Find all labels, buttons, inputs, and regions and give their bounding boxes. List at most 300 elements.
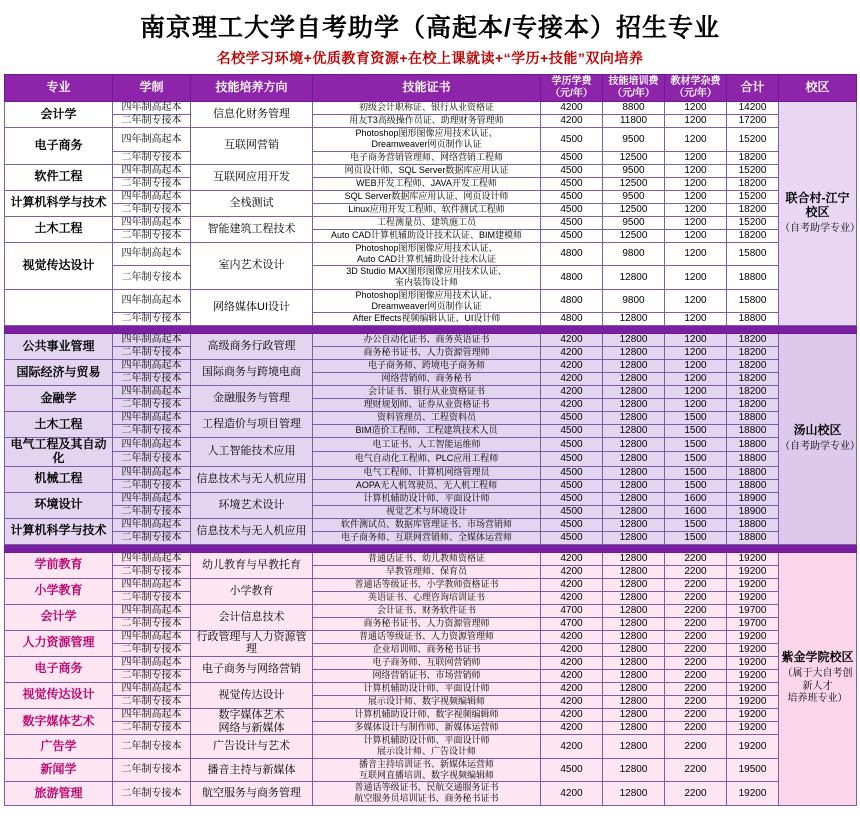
study-length: 二年制专接本 [113, 735, 191, 759]
skill-certificate: 办公自动化证书、商务英语证书 [313, 334, 541, 347]
major-name: 旅游管理 [5, 782, 113, 806]
table-row [5, 360, 857, 373]
study-length: 四年制高起本 [113, 604, 191, 617]
skill-certificate: 电子商务师、互联网营销师、全媒体运营师 [313, 531, 541, 544]
study-length: 二年制专接本 [113, 565, 191, 578]
tuition-fee: 4500 [541, 203, 603, 216]
skill-certificate: 软件测试员、数据库管理证书、市场营销师 [313, 518, 541, 531]
training-fee: 12800 [603, 505, 665, 518]
table-row [5, 151, 857, 164]
training-fee: 12800 [603, 334, 665, 347]
material-fee: 2200 [665, 758, 727, 782]
training-fee: 12800 [603, 617, 665, 630]
tuition-fee: 4200 [541, 386, 603, 399]
tuition-fee: 4200 [541, 682, 603, 695]
table-row [5, 386, 857, 399]
total-fee: 18800 [727, 452, 779, 466]
material-fee: 2200 [665, 630, 727, 643]
campus-name: 紫金学院校区 [781, 650, 854, 665]
tuition-fee: 4500 [541, 438, 603, 452]
study-length: 二年制专接本 [113, 591, 191, 604]
total-fee: 18200 [727, 177, 779, 190]
table-row [5, 782, 857, 806]
training-fee: 12800 [603, 479, 665, 492]
total-fee: 19500 [727, 758, 779, 782]
skill-certificate: 电气自动化工程师、PLC应用工程师 [313, 452, 541, 466]
table-row [5, 492, 857, 505]
material-fee: 1600 [665, 492, 727, 505]
study-length: 二年制专接本 [113, 229, 191, 242]
skill-certificate: 电子商务营销管理师、网络营销工程师 [313, 151, 541, 164]
training-fee: 8800 [603, 102, 665, 115]
study-length: 四年制高起本 [113, 102, 191, 115]
skill-certificate: After Effects视频编辑认证、UI设计师 [313, 313, 541, 326]
material-fee: 1200 [665, 128, 727, 152]
training-fee: 12800 [603, 438, 665, 452]
major-name: 公共事业管理 [5, 334, 113, 360]
total-fee: 18200 [727, 151, 779, 164]
study-length: 二年制专接本 [113, 505, 191, 518]
skill-direction: 会计信息技术 [191, 604, 313, 630]
skill-certificate: Photoshop图形图像应用技术认证、 Dreamweaver网页制作认证 [313, 289, 541, 313]
total-fee: 19700 [727, 617, 779, 630]
tuition-fee: 4500 [541, 452, 603, 466]
material-fee: 1200 [665, 266, 727, 290]
col-campus: 校区 [779, 75, 857, 102]
training-fee: 12800 [603, 735, 665, 759]
table-row [5, 604, 857, 617]
skill-direction: 幼儿教育与早教托育 [191, 552, 313, 578]
skill-certificate: 计算机辅助设计师、平面设计师 展示设计师、广告设计师 [313, 735, 541, 759]
skill-certificate: 会计证书、财务软件证书 [313, 604, 541, 617]
campus-name: 汤山校区 [793, 423, 842, 438]
total-fee: 18900 [727, 505, 779, 518]
material-fee: 2200 [665, 695, 727, 708]
study-length: 四年制高起本 [113, 656, 191, 669]
total-fee: 18200 [727, 347, 779, 360]
training-fee: 12800 [603, 630, 665, 643]
tuition-fee: 4500 [541, 505, 603, 518]
material-fee: 1500 [665, 479, 727, 492]
material-fee: 1200 [665, 399, 727, 412]
study-length: 四年制高起本 [113, 164, 191, 177]
tuition-fee: 4200 [541, 722, 603, 735]
training-fee: 12800 [603, 386, 665, 399]
training-fee: 12800 [603, 360, 665, 373]
tuition-fee: 4500 [541, 425, 603, 438]
tuition-fee: 4500 [541, 177, 603, 190]
table-row [5, 216, 857, 229]
training-fee: 12800 [603, 578, 665, 591]
page-subtitle: 名校学习环境+优质教育资源+在校上课就读+“学历+技能”双向培养 [216, 50, 644, 66]
table-row [5, 177, 857, 190]
table-row [5, 438, 857, 452]
major-name: 会计学 [5, 102, 113, 128]
study-length: 四年制高起本 [113, 334, 191, 347]
skill-certificate: 英语证书、心理咨询培训证书 [313, 591, 541, 604]
campus-cell [779, 334, 860, 545]
section-divider [5, 544, 857, 552]
skill-certificate: 电子商务师、跨境电子商务师 [313, 360, 541, 373]
skill-certificate: 初级会计职称证、银行从业资格证 [313, 102, 541, 115]
tuition-fee: 4500 [541, 164, 603, 177]
study-length: 二年制专接本 [113, 452, 191, 466]
table-row [5, 669, 857, 682]
tuition-fee: 4500 [541, 479, 603, 492]
major-name: 金融学 [5, 386, 113, 412]
study-length: 二年制专接本 [113, 115, 191, 128]
table-row [5, 266, 857, 290]
table-row [5, 102, 857, 115]
material-fee: 1200 [665, 151, 727, 164]
tuition-fee: 4800 [541, 313, 603, 326]
major-name: 计算机科学与技术 [5, 190, 113, 216]
total-fee: 15800 [727, 289, 779, 313]
training-fee: 12800 [603, 669, 665, 682]
training-fee: 12800 [603, 373, 665, 386]
skill-direction: 信息化财务管理 [191, 102, 313, 128]
total-fee: 19200 [727, 591, 779, 604]
table-row [5, 190, 857, 203]
total-fee: 18800 [727, 531, 779, 544]
total-fee: 18800 [727, 266, 779, 290]
skill-direction: 工程造价与项目管理 [191, 412, 313, 438]
tuition-fee: 4200 [541, 630, 603, 643]
table-header-row [5, 75, 857, 102]
skill-certificate: 工程测量员、建筑施工员 [313, 216, 541, 229]
total-fee: 18900 [727, 492, 779, 505]
table-row [5, 466, 857, 479]
tuition-fee: 4200 [541, 591, 603, 604]
tuition-fee: 4500 [541, 466, 603, 479]
skill-certificate: 普通话等级证书、民航交通服务证书 航空服务员培训证书、商务秘书证书 [313, 782, 541, 806]
tuition-fee: 4200 [541, 695, 603, 708]
skill-direction: 互联网营销 [191, 128, 313, 165]
training-fee: 12800 [603, 412, 665, 425]
skill-certificate: 视觉艺术与环境设计 [313, 505, 541, 518]
total-fee: 14200 [727, 102, 779, 115]
table-row [5, 452, 857, 466]
total-fee: 15200 [727, 216, 779, 229]
study-length: 四年制高起本 [113, 518, 191, 531]
study-length: 四年制高起本 [113, 630, 191, 643]
material-fee: 1200 [665, 242, 727, 266]
tuition-fee: 4500 [541, 531, 603, 544]
study-length: 二年制专接本 [113, 266, 191, 290]
material-fee: 1200 [665, 190, 727, 203]
total-fee: 18200 [727, 203, 779, 216]
study-length: 四年制高起本 [113, 216, 191, 229]
training-fee: 12500 [603, 203, 665, 216]
col-training-fee: 技能培训费 （元/年） [603, 75, 665, 102]
table-row [5, 242, 857, 266]
total-fee: 18200 [727, 334, 779, 347]
skill-direction: 高级商务行政管理 [191, 334, 313, 360]
training-fee: 12800 [603, 591, 665, 604]
training-fee: 12800 [603, 425, 665, 438]
material-fee: 1500 [665, 438, 727, 452]
skill-certificate: 普通话等级证书、小学教师资格证书 [313, 578, 541, 591]
table-row [5, 347, 857, 360]
skill-certificate: 早教管理师、保育员 [313, 565, 541, 578]
skill-certificate: 商务秘书证书、人力资源管理师 [313, 617, 541, 630]
skill-certificate: 网络营销师、商务秘书 [313, 373, 541, 386]
major-name: 软件工程 [5, 164, 113, 190]
total-fee: 19200 [727, 578, 779, 591]
skill-direction: 人工智能技术应用 [191, 438, 313, 467]
material-fee: 1200 [665, 289, 727, 313]
tuition-fee: 4200 [541, 102, 603, 115]
skill-direction: 金融服务与管理 [191, 386, 313, 412]
skill-direction: 环境艺术设计 [191, 492, 313, 518]
study-length: 二年制专接本 [113, 313, 191, 326]
table-row [5, 425, 857, 438]
table-row [5, 229, 857, 242]
total-fee: 19200 [727, 552, 779, 565]
skill-direction: 航空服务与商务管理 [191, 782, 313, 806]
tuition-fee: 4800 [541, 266, 603, 290]
skill-direction: 广告设计与艺术 [191, 735, 313, 759]
skill-certificate: Linux应用开发工程师、软件测试工程师 [313, 203, 541, 216]
total-fee: 18200 [727, 386, 779, 399]
table-row [5, 518, 857, 531]
total-fee: 17200 [727, 115, 779, 128]
skill-certificate: 展示设计师、数字视频编辑师 [313, 695, 541, 708]
tuition-fee: 4500 [541, 151, 603, 164]
training-fee: 9500 [603, 216, 665, 229]
major-name [5, 289, 113, 326]
tuition-fee: 4200 [541, 347, 603, 360]
total-fee: 18200 [727, 360, 779, 373]
material-fee: 1200 [665, 203, 727, 216]
total-fee: 19200 [727, 682, 779, 695]
material-fee: 1200 [665, 360, 727, 373]
total-fee: 18800 [727, 412, 779, 425]
table-body [5, 102, 860, 806]
total-fee: 18200 [727, 373, 779, 386]
tuition-fee: 4200 [541, 669, 603, 682]
training-fee: 12800 [603, 347, 665, 360]
material-fee: 1500 [665, 466, 727, 479]
total-fee: 18800 [727, 425, 779, 438]
tuition-fee: 4800 [541, 242, 603, 266]
training-fee: 12800 [603, 604, 665, 617]
material-fee: 2200 [665, 591, 727, 604]
total-fee: 15200 [727, 190, 779, 203]
skill-direction: 室内艺术设计 [191, 242, 313, 289]
study-length: 四年制高起本 [113, 708, 191, 721]
skill-certificate: SQL Server数据库应用认证、网页设计师 [313, 190, 541, 203]
table-row [5, 695, 857, 708]
material-fee: 2200 [665, 578, 727, 591]
total-fee: 18200 [727, 399, 779, 412]
total-fee: 19200 [727, 630, 779, 643]
material-fee: 2200 [665, 782, 727, 806]
skill-certificate: 计算机辅助设计师、数字视频编辑师 [313, 708, 541, 721]
skill-certificate: 理财规划师、证券从业资格证书 [313, 399, 541, 412]
major-name: 人力资源管理 [5, 630, 113, 656]
training-fee: 12800 [603, 656, 665, 669]
study-length: 二年制专接本 [113, 177, 191, 190]
study-length: 二年制专接本 [113, 399, 191, 412]
tuition-fee: 4200 [541, 708, 603, 721]
material-fee: 1500 [665, 412, 727, 425]
study-length: 四年制高起本 [113, 190, 191, 203]
campus-name: 联合村-江宁校区 [785, 190, 850, 219]
col-major: 专业 [5, 75, 113, 102]
major-name: 电子商务 [5, 128, 113, 165]
material-fee: 1200 [665, 386, 727, 399]
study-length: 二年制专接本 [113, 782, 191, 806]
major-name: 计算机科学与技术 [5, 518, 113, 544]
training-fee: 12800 [603, 552, 665, 565]
skill-certificate: 计算机辅助设计师、平面设计师 [313, 492, 541, 505]
tuition-fee: 4200 [541, 782, 603, 806]
material-fee: 1200 [665, 347, 727, 360]
material-fee: 2200 [665, 617, 727, 630]
major-name: 会计学 [5, 604, 113, 630]
skill-certificate: Photoshop图形图像应用技术认证、 Auto CAD计算机辅助设计技术认证 [313, 242, 541, 266]
table-row [5, 565, 857, 578]
major-name: 广告学 [5, 735, 113, 759]
training-fee: 12800 [603, 399, 665, 412]
training-fee: 12800 [603, 452, 665, 466]
material-fee: 2200 [665, 552, 727, 565]
skill-certificate: 网络营销证书、市场营销师 [313, 669, 541, 682]
total-fee: 18800 [727, 313, 779, 326]
table-row [5, 617, 857, 630]
material-fee: 2200 [665, 565, 727, 578]
total-fee: 19200 [727, 735, 779, 759]
study-length: 二年制专接本 [113, 151, 191, 164]
material-fee: 1200 [665, 164, 727, 177]
material-fee: 1500 [665, 531, 727, 544]
campus-note: （属于大自考创新人才 培养班专业） [782, 668, 853, 705]
table-row [5, 373, 857, 386]
total-fee: 19200 [727, 708, 779, 721]
total-fee: 19200 [727, 565, 779, 578]
major-name: 电子商务 [5, 656, 113, 682]
skill-direction: 网络媒体UI设计 [191, 289, 313, 326]
tuition-fee: 4200 [541, 578, 603, 591]
training-fee: 12800 [603, 682, 665, 695]
study-length: 四年制高起本 [113, 386, 191, 399]
tuition-fee: 4200 [541, 565, 603, 578]
campus-note: （自考助学专业） [780, 440, 860, 452]
total-fee: 15800 [727, 242, 779, 266]
material-fee: 2200 [665, 722, 727, 735]
col-material-fee: 教材学杂费 （元/年） [665, 75, 727, 102]
training-fee: 9500 [603, 164, 665, 177]
tuition-fee: 4200 [541, 334, 603, 347]
material-fee: 1500 [665, 518, 727, 531]
major-name: 小学教育 [5, 578, 113, 604]
material-fee: 1500 [665, 452, 727, 466]
skill-certificate: 电气工程师、计算机网络管理员 [313, 466, 541, 479]
skill-direction: 全栈测试 [191, 190, 313, 216]
training-fee: 12800 [603, 722, 665, 735]
study-length: 二年制专接本 [113, 669, 191, 682]
study-length: 四年制高起本 [113, 466, 191, 479]
table-row [5, 591, 857, 604]
section-divider-cell [5, 544, 857, 552]
training-fee: 12800 [603, 708, 665, 721]
training-fee: 12800 [603, 758, 665, 782]
training-fee: 12800 [603, 565, 665, 578]
skill-direction: 互联网应用开发 [191, 164, 313, 190]
table-row [5, 505, 857, 518]
material-fee: 1200 [665, 313, 727, 326]
training-fee: 12800 [603, 695, 665, 708]
col-direction: 技能培养方向 [191, 75, 313, 102]
skill-direction: 信息技术与无人机应用 [191, 466, 313, 492]
skill-certificate: 计算机辅助设计师、平面设计师 [313, 682, 541, 695]
study-length: 二年制专接本 [113, 643, 191, 656]
tuition-fee: 4500 [541, 492, 603, 505]
material-fee: 1200 [665, 216, 727, 229]
tuition-fee: 4500 [541, 190, 603, 203]
training-fee: 12800 [603, 492, 665, 505]
study-length: 二年制专接本 [113, 695, 191, 708]
study-length: 四年制高起本 [113, 412, 191, 425]
material-fee: 2200 [665, 656, 727, 669]
skill-certificate: 企业培训师、商务秘书证书 [313, 643, 541, 656]
study-length: 二年制专接本 [113, 722, 191, 735]
table-row [5, 399, 857, 412]
material-fee: 1500 [665, 425, 727, 438]
skill-certificate: 普通话证书、幼儿教师资格证 [313, 552, 541, 565]
material-fee: 1200 [665, 177, 727, 190]
material-fee: 2200 [665, 708, 727, 721]
table-row [5, 115, 857, 128]
study-length: 二年制专接本 [113, 347, 191, 360]
major-name: 学前教育 [5, 552, 113, 578]
study-length: 四年制高起本 [113, 242, 191, 266]
programs-table [4, 74, 860, 806]
table-row [5, 164, 857, 177]
study-length: 四年制高起本 [113, 578, 191, 591]
material-fee: 2200 [665, 643, 727, 656]
total-fee: 18800 [727, 518, 779, 531]
training-fee: 11800 [603, 115, 665, 128]
table-row [5, 289, 857, 313]
table-row [5, 643, 857, 656]
total-fee: 18800 [727, 466, 779, 479]
total-fee: 15200 [727, 128, 779, 152]
total-fee: 19200 [727, 656, 779, 669]
tuition-fee: 4200 [541, 360, 603, 373]
total-fee: 19200 [727, 722, 779, 735]
skill-certificate: 电子商务师、互联网营销师 [313, 656, 541, 669]
campus-cell [779, 102, 860, 326]
tuition-fee: 4500 [541, 758, 603, 782]
material-fee: 1200 [665, 334, 727, 347]
skill-direction: 行政管理与人力资源管理 [191, 630, 313, 656]
material-fee: 1200 [665, 373, 727, 386]
skill-direction: 智能建筑工程技术 [191, 216, 313, 242]
tuition-fee: 4700 [541, 617, 603, 630]
skill-direction: 国际商务与跨境电商 [191, 360, 313, 386]
section-divider-cell [5, 326, 857, 334]
study-length: 二年制专接本 [113, 373, 191, 386]
col-years: 学制 [113, 75, 191, 102]
skill-certificate: Photoshop图形图像应用技术认证、 Dreamweaver网页制作认证 [313, 128, 541, 152]
total-fee: 19200 [727, 643, 779, 656]
major-name: 环境设计 [5, 492, 113, 518]
training-fee: 12500 [603, 229, 665, 242]
tuition-fee: 4200 [541, 643, 603, 656]
tuition-fee: 4700 [541, 604, 603, 617]
